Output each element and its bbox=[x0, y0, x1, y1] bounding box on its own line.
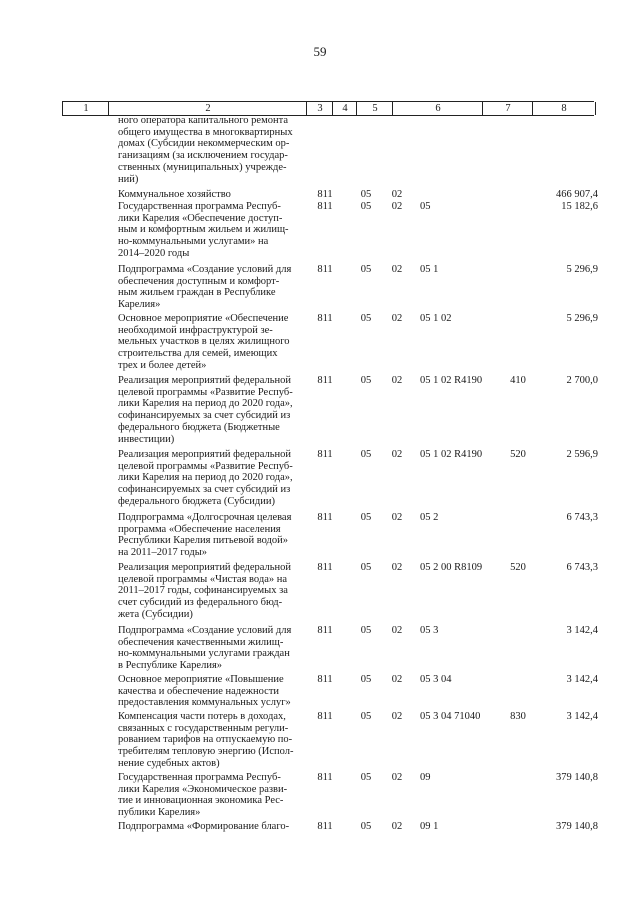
row-name-line: Компенсация части потерь в доходах, bbox=[118, 711, 286, 722]
col-3-code: 811 bbox=[317, 711, 333, 722]
row-name bbox=[118, 772, 290, 819]
col-5-subsection: 02 bbox=[391, 313, 403, 324]
row-name-line: связанных с государственным регули- bbox=[118, 722, 289, 734]
col-3-code: 811 bbox=[317, 313, 333, 324]
row-name bbox=[118, 562, 290, 621]
row-name-line: публики Карелия» bbox=[118, 807, 201, 819]
col-8-amount: 379 140,8 bbox=[556, 821, 598, 832]
row-name-line: требителям тепловую энергию (Испол- bbox=[118, 746, 294, 758]
col-5-subsection: 02 bbox=[391, 264, 403, 275]
col-4-section: 05 bbox=[360, 264, 372, 275]
col-6-target: 09 1 bbox=[420, 821, 439, 832]
header-col-7: 7 bbox=[482, 102, 533, 115]
col-5-subsection: 02 bbox=[391, 449, 403, 460]
row-name-line: строительства для семей, имеющих bbox=[118, 348, 278, 360]
col-4-section: 05 bbox=[360, 821, 372, 832]
col-5-subsection: 02 bbox=[391, 512, 403, 523]
col-8-amount: 5 296,9 bbox=[566, 313, 598, 324]
row-name-line: Реализация мероприятий федеральной bbox=[118, 562, 292, 573]
col-8-amount: 3 142,4 bbox=[566, 711, 598, 722]
col-5-subsection: 02 bbox=[391, 562, 403, 573]
row-name-line: лики Карелия на период до 2020 года», bbox=[118, 472, 293, 484]
row-name bbox=[118, 449, 293, 508]
row-name-line: трех и более детей» bbox=[118, 359, 207, 371]
col-4-section: 05 bbox=[360, 562, 372, 573]
col-6-target: 05 3 04 71040 bbox=[420, 711, 481, 722]
row-name-line: программа «Обеспечение населения bbox=[118, 523, 281, 535]
row-name-line: ний) bbox=[118, 173, 139, 185]
row-name-line: тие и инновационная экономика Рес- bbox=[118, 795, 284, 807]
row-name-line: лики Карелия на период до 2020 года», bbox=[118, 398, 293, 410]
col-6-target: 05 2 bbox=[420, 512, 439, 523]
row-name-line: целевой программы «Чистая вода» на bbox=[118, 573, 288, 585]
header-col-2: 2 bbox=[108, 102, 307, 115]
col-8-amount: 6 743,3 bbox=[566, 512, 598, 523]
row-name-line: необходимой инфраструктурой зе- bbox=[118, 324, 273, 336]
col-3-code: 811 bbox=[317, 449, 333, 460]
col-3-code: 811 bbox=[317, 674, 333, 685]
col-6-target: 05 3 bbox=[420, 625, 439, 636]
col-3-code: 811 bbox=[317, 625, 333, 636]
col-3-code: 811 bbox=[317, 264, 333, 275]
col-4-section: 05 bbox=[360, 625, 372, 636]
col-5-subsection: 02 bbox=[391, 711, 403, 722]
col-4-section: 05 bbox=[360, 711, 372, 722]
col-4-section: 05 bbox=[360, 772, 372, 783]
col-8-amount: 15 182,6 bbox=[561, 201, 598, 212]
col-3-code: 811 bbox=[317, 821, 333, 832]
row-name-line: Подпрограмма «Формирование благо- bbox=[118, 821, 290, 832]
row-name-line: Карелия» bbox=[118, 299, 161, 311]
row-name bbox=[118, 821, 290, 833]
row-name-line: федерального бюджета (Бюджетные bbox=[118, 421, 280, 433]
row-name-line: качества и обеспечение надежности bbox=[118, 685, 280, 697]
row-name-line: 2014–2020 годы bbox=[118, 247, 190, 259]
col-5-subsection: 02 bbox=[391, 772, 403, 783]
col-8-amount: 3 142,4 bbox=[566, 674, 598, 685]
col-8-amount: 6 743,3 bbox=[566, 562, 598, 573]
col-4-section: 05 bbox=[360, 313, 372, 324]
col-6-target: 09 bbox=[420, 772, 431, 783]
col-3-code: 811 bbox=[317, 189, 333, 200]
header-col-8: 8 bbox=[532, 102, 596, 115]
row-name bbox=[118, 674, 290, 709]
col-5-subsection: 02 bbox=[391, 201, 403, 212]
row-name-line: домах (Субсидии некоммерческим ор- bbox=[118, 138, 290, 150]
col-5-subsection: 02 bbox=[391, 674, 403, 685]
col-8-amount: 3 142,4 bbox=[566, 625, 598, 636]
row-name-line: но-коммунальными услугами граждан bbox=[118, 648, 290, 660]
row-name-line: Основное мероприятие «Повышение bbox=[118, 674, 284, 685]
col-7-type: 410 bbox=[510, 375, 526, 386]
col-8-amount: 466 907,4 bbox=[556, 189, 598, 200]
row-name-line: Государственная программа Респуб- bbox=[118, 201, 281, 212]
row-name-line: ственных (муниципальных) учрежде- bbox=[118, 161, 287, 173]
col-4-section: 05 bbox=[360, 674, 372, 685]
header-col-1: 1 bbox=[62, 102, 109, 115]
row-name bbox=[118, 375, 293, 445]
col-6-target: 05 3 04 bbox=[420, 674, 452, 685]
table-header bbox=[62, 101, 594, 116]
col-7-type: 830 bbox=[510, 711, 526, 722]
col-5-subsection: 02 bbox=[391, 189, 403, 200]
row-name-line: ганизациям (за исключением государ- bbox=[118, 150, 288, 162]
row-name-line: софинансируемых за счет субсидий из bbox=[118, 410, 291, 422]
row-name-line: целевой программы «Развитие Респуб- bbox=[118, 460, 293, 472]
col-5-subsection: 02 bbox=[391, 375, 403, 386]
header-col-4: 4 bbox=[332, 102, 357, 115]
col-6-target: 05 1 02 R4190 bbox=[420, 449, 483, 460]
row-name-line: Подпрограмма «Создание условий для bbox=[118, 264, 292, 275]
row-name bbox=[118, 313, 290, 372]
col-4-section: 05 bbox=[360, 201, 372, 212]
row-name-line: нение судебных актов) bbox=[118, 757, 220, 769]
row-name bbox=[118, 189, 290, 201]
row-name bbox=[118, 711, 294, 770]
row-name-line: в Республике Карелия» bbox=[118, 660, 223, 672]
col-6-target: 05 1 bbox=[420, 264, 439, 275]
row-name bbox=[118, 115, 293, 185]
row-name-line: жета (Субсидии) bbox=[118, 608, 193, 620]
col-3-code: 811 bbox=[317, 375, 333, 386]
col-6-target: 05 2 00 R8109 bbox=[420, 562, 483, 573]
row-name-line: Государственная программа Респуб- bbox=[118, 772, 281, 783]
col-5-subsection: 02 bbox=[391, 821, 403, 832]
row-name-line: общего имущества в многоквартирных bbox=[118, 126, 293, 138]
row-name-line: Республики Карелия питьевой водой» bbox=[118, 535, 288, 547]
row-name-line: целевой программы «Развитие Респуб- bbox=[118, 386, 293, 398]
row-name bbox=[118, 512, 290, 559]
col-4-section: 05 bbox=[360, 375, 372, 386]
row-name-line: ного оператора капитального ремонта bbox=[118, 115, 288, 126]
row-name-line: ным жильем граждан в Республике bbox=[118, 287, 276, 299]
col-4-section: 05 bbox=[360, 512, 372, 523]
row-name-line: лики Карелия «Экономическое разви- bbox=[118, 783, 288, 795]
row-name-line: Основное мероприятие «Обеспечение bbox=[118, 313, 289, 324]
col-3-code: 811 bbox=[317, 512, 333, 523]
row-name-line: Подпрограмма «Создание условий для bbox=[118, 625, 292, 636]
row-name bbox=[118, 625, 290, 672]
col-6-target: 05 bbox=[420, 201, 431, 212]
col-3-code: 811 bbox=[317, 201, 333, 212]
header-col-3: 3 bbox=[306, 102, 333, 115]
row-name-line: Подпрограмма «Долгосрочная целевая bbox=[118, 512, 292, 523]
col-6-target: 05 1 02 bbox=[420, 313, 452, 324]
row-name-line: Реализация мероприятий федеральной bbox=[118, 449, 292, 460]
row-name-line: рованием тарифов на отпускаемую по- bbox=[118, 734, 293, 746]
row-name-line: предоставления коммунальных услуг» bbox=[118, 697, 291, 709]
row-name-line: лики Карелия «Обеспечение доступ- bbox=[118, 212, 283, 224]
col-4-section: 05 bbox=[360, 449, 372, 460]
row-name-line: на 2011–2017 годы» bbox=[118, 547, 208, 559]
row-name bbox=[118, 201, 290, 260]
row-name-line: счет субсидий из федерального бюд- bbox=[118, 597, 283, 609]
col-8-amount: 2 700,0 bbox=[566, 375, 598, 386]
row-name bbox=[118, 264, 290, 311]
row-name-line: обеспечения качественными жилищ- bbox=[118, 636, 284, 648]
row-name-line: 2011–2017 годы, софинансируемых за bbox=[118, 585, 288, 597]
row-name-line: обеспечения доступным и комфорт- bbox=[118, 275, 280, 287]
row-name-line: ным и комфортным жильем и жилищ- bbox=[118, 224, 289, 236]
col-8-amount: 2 596,9 bbox=[566, 449, 598, 460]
col-7-type: 520 bbox=[510, 562, 526, 573]
row-name-line: Коммунальное хозяйство bbox=[118, 189, 231, 200]
row-name-line: инвестиции) bbox=[118, 433, 175, 445]
col-8-amount: 379 140,8 bbox=[556, 772, 598, 783]
col-7-type: 520 bbox=[510, 449, 526, 460]
col-3-code: 811 bbox=[317, 772, 333, 783]
col-3-code: 811 bbox=[317, 562, 333, 573]
header-col-5: 5 bbox=[356, 102, 393, 115]
page-number: 59 bbox=[313, 44, 327, 59]
row-name-line: Реализация мероприятий федеральной bbox=[118, 375, 292, 386]
row-name-line: софинансируемых за счет субсидий из bbox=[118, 484, 291, 496]
row-name-line: но-коммунальными услугами» на bbox=[118, 236, 269, 248]
header-col-6: 6 bbox=[392, 102, 483, 115]
col-4-section: 05 bbox=[360, 189, 372, 200]
col-6-target: 05 1 02 R4190 bbox=[420, 375, 483, 386]
col-8-amount: 5 296,9 bbox=[566, 264, 598, 275]
row-name-line: мельных участков в целях жилищного bbox=[118, 336, 290, 348]
col-5-subsection: 02 bbox=[391, 625, 403, 636]
row-name-line: федерального бюджета (Субсидии) bbox=[118, 495, 275, 507]
